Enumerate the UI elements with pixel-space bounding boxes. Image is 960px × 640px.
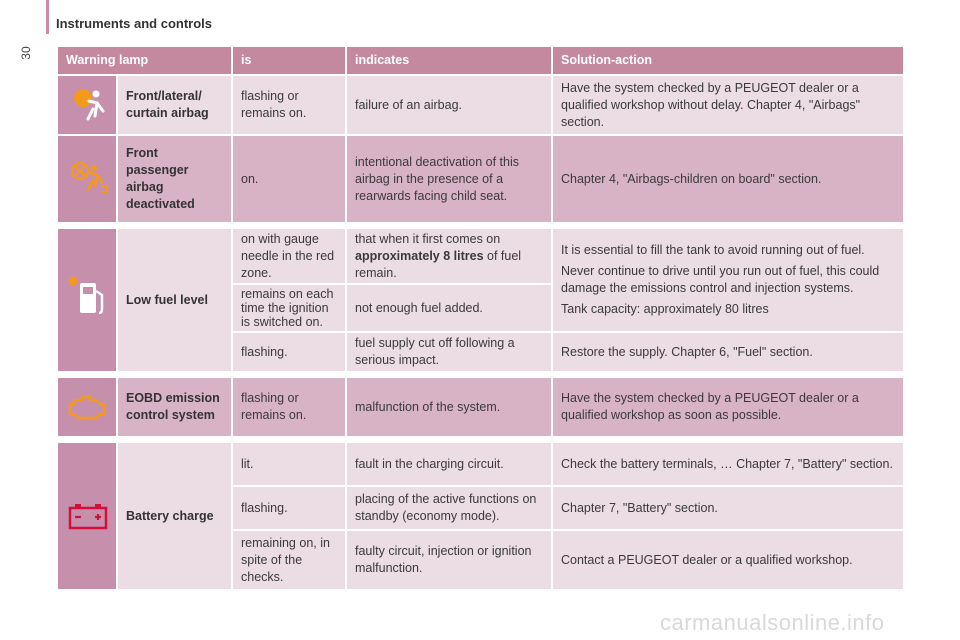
fuel-lamp-cell <box>57 228 117 372</box>
passenger-airbag-off-icon <box>66 156 112 202</box>
cell-solution: Contact a PEUGEOT dealer or a qualified workshop. <box>552 530 904 590</box>
battery-lamp-cell <box>57 442 117 590</box>
solution-line: It is essential to fill the tank to avoid running out of fuel. <box>561 243 865 257</box>
cell-is: remains on each time the ignition is switched on. <box>232 284 346 332</box>
table-row <box>57 377 904 437</box>
cell-solution: Chapter 7, "Battery" section. <box>552 486 904 530</box>
cell-indicates <box>346 228 552 284</box>
table-row <box>57 75 904 135</box>
lamp-name: Battery charge <box>117 442 232 590</box>
airbag-lamp-cell <box>57 75 117 135</box>
lamp-name: Front passenger airbag deactivated <box>117 135 232 223</box>
cell-is: flashing. <box>232 486 346 530</box>
cell-indicates: intentional deactivation of this airbag in the presence of a rearwards facing child seat. <box>346 135 552 223</box>
eobd-lamp-cell <box>57 377 117 437</box>
engine-icon <box>66 390 112 424</box>
lamp-name: EOBD emission control system <box>117 377 232 437</box>
cell-is: on with gauge needle in the red zone. <box>232 228 346 284</box>
cell-is: flashing. <box>232 332 346 372</box>
cell-solution: Chapter 4, "Airbags-children on board" section. <box>552 135 904 223</box>
solution-line: Tank capacity: approximately 80 litres <box>561 302 769 316</box>
table-row <box>57 442 904 486</box>
page-title: Instruments and controls <box>56 16 213 31</box>
cell-is: flashing or remains on. <box>232 75 346 135</box>
cell-indicates: not enough fuel added. <box>346 284 552 332</box>
page-number: 30 <box>19 46 33 60</box>
fuel-pump-icon <box>66 273 112 327</box>
airbag-icon <box>66 83 110 127</box>
table-row <box>57 135 904 223</box>
cell-indicates: placing of the active functions on standby (economy mode). <box>346 486 552 530</box>
table-row <box>57 228 904 284</box>
cell-is: on. <box>232 135 346 223</box>
battery-icon <box>66 501 110 531</box>
cell-solution: Have the system checked by a PEUGEOT dealer or a qualified workshop as soon as possible. <box>552 377 904 437</box>
cell-indicates: faulty circuit, injection or ignition malfunction. <box>346 530 552 590</box>
column-header-solution: Solution-action <box>552 46 904 75</box>
cell-is: remaining on, in spite of the checks. <box>232 530 346 590</box>
cell-is: flashing or remains on. <box>232 377 346 437</box>
indicates-text-b: of fuel remain. <box>355 248 522 280</box>
indicates-text-bold: approximately 8 litres <box>355 248 484 263</box>
solution-line: Never continue to drive until you run out of fuel, this could damage the emissions control and injection systems. <box>561 264 880 295</box>
cell-indicates: failure of an airbag. <box>346 75 552 135</box>
cell-solution: Have the system checked by a PEUGEOT dealer or a qualified workshop without delay. Chapter 4, "Airbags" section. <box>552 75 904 135</box>
cell-is: lit. <box>232 442 346 486</box>
watermark: carmanualsonline.info <box>660 610 885 635</box>
cell-indicates: malfunction of the system. <box>346 377 552 437</box>
warning-lamp-table <box>56 45 905 591</box>
column-header-indicates: indicates <box>346 46 552 75</box>
column-header-is: is <box>232 46 346 75</box>
passenger-airbag-lamp-cell <box>57 135 117 223</box>
cell-solution: Restore the supply. Chapter 6, "Fuel" section. <box>552 332 904 372</box>
cell-solution <box>552 228 904 332</box>
side-rule <box>46 0 49 34</box>
cell-indicates: fault in the charging circuit. <box>346 442 552 486</box>
table-header-row <box>57 46 904 75</box>
indicates-text-a: that when it first comes on <box>355 231 501 246</box>
cell-solution: Check the battery terminals, … Chapter 7, "Battery" section. <box>552 442 904 486</box>
column-header-warning-lamp: Warning lamp <box>57 46 232 75</box>
cell-indicates: fuel supply cut off following a serious impact. <box>346 332 552 372</box>
lamp-name: Low fuel level <box>117 228 232 372</box>
lamp-name: Front/lateral/ curtain airbag <box>117 75 232 135</box>
